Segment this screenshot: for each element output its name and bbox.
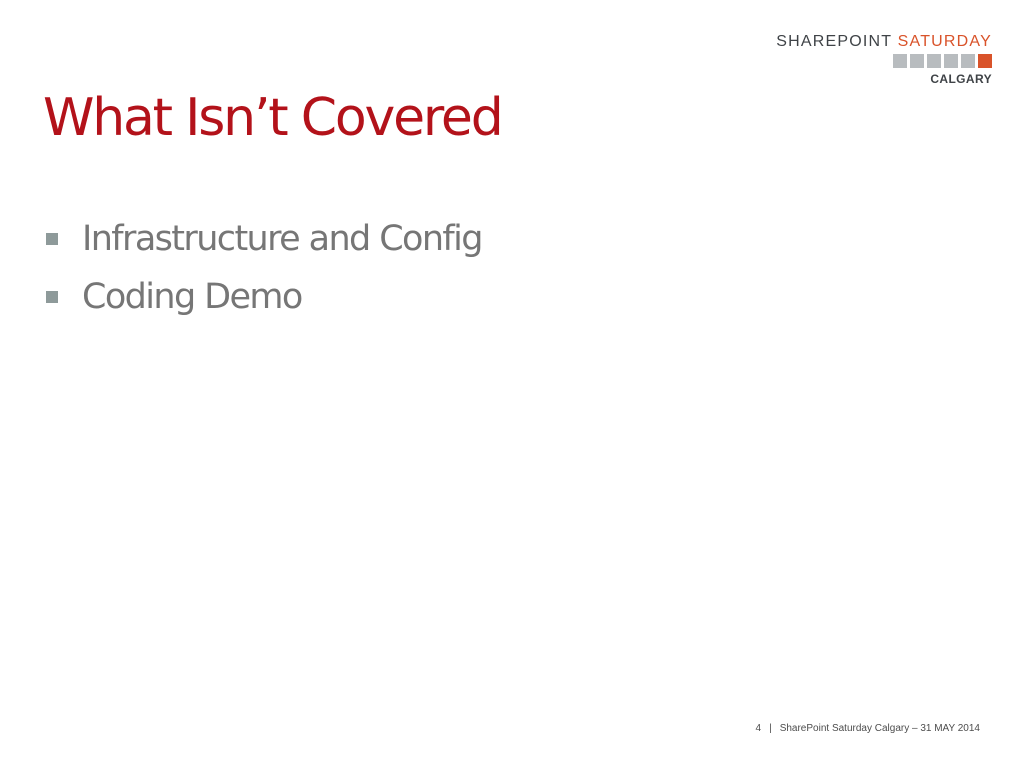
logo-square — [961, 54, 975, 68]
footer-text: SharePoint Saturday Calgary – 31 MAY 2014 — [779, 723, 980, 734]
logo-square-accent — [978, 54, 992, 68]
logo-wordmark — [776, 33, 992, 51]
logo-square — [927, 54, 941, 68]
slide-title: What Isn’t Covered — [43, 88, 502, 148]
square-bullet-icon — [46, 291, 58, 303]
bullet-item — [46, 268, 482, 326]
logo-event-text: SATURDAY — [897, 33, 992, 50]
bullet-text: Infrastructure and Config — [82, 219, 482, 259]
logo-square — [893, 54, 907, 68]
logo-square — [944, 54, 958, 68]
logo-city-text: CALGARY — [930, 72, 992, 86]
sharepoint-saturday-logo — [732, 33, 992, 89]
logo-squares — [893, 54, 992, 68]
square-bullet-icon — [46, 233, 58, 245]
bullet-text: Coding Demo — [82, 277, 302, 317]
logo-square — [910, 54, 924, 68]
bullet-list — [46, 210, 482, 326]
slide-footer — [756, 723, 980, 734]
logo-brand-text: SHAREPOINT — [776, 33, 892, 50]
bullet-item — [46, 210, 482, 268]
footer-separator: | — [769, 723, 772, 734]
page-number: 4 — [755, 723, 762, 734]
